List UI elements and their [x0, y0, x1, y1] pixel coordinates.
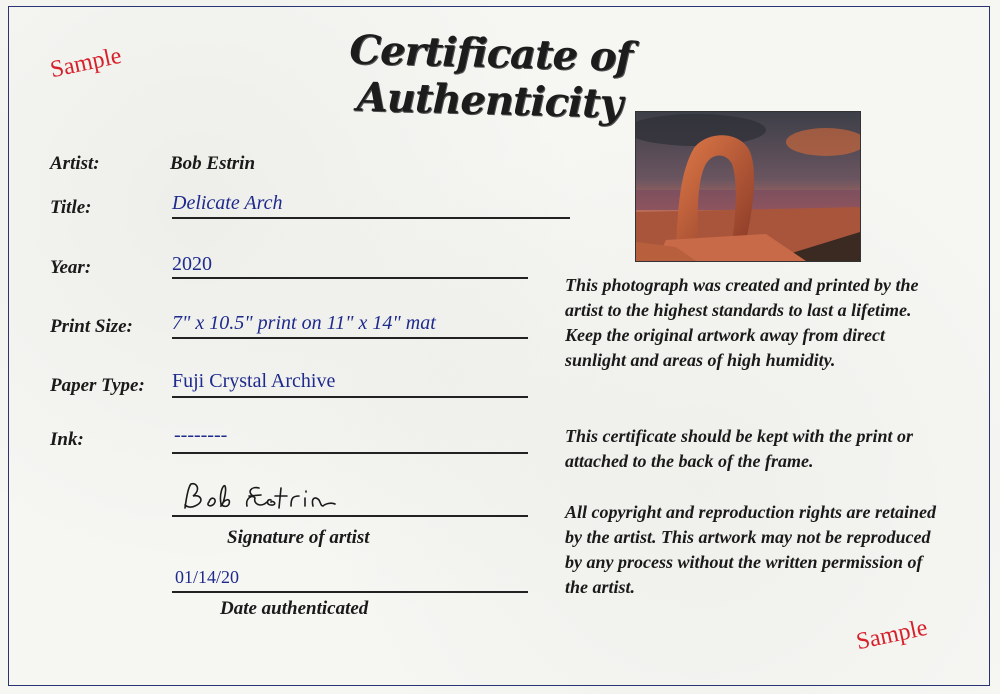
- artist-label: Artist:: [50, 153, 100, 174]
- year-line: [172, 277, 528, 279]
- year-label: Year:: [50, 257, 92, 278]
- delicate-arch-photo: [635, 111, 861, 262]
- date-value: 01/14/20: [175, 567, 240, 587]
- care-paragraph: This photograph was created and printed by the artist to the highest standards to last a lifetime. Keep the original artwork away from direct sunlight and areas of high humidity.: [565, 275, 919, 370]
- handwritten-signature: [175, 478, 375, 518]
- sample-watermark-top-left: Sample: [47, 42, 124, 84]
- keep-certificate-paragraph: This certificate should be kept with the print or attached to the back of the frame.: [565, 426, 914, 471]
- sample-watermark-bottom-right: Sample: [853, 614, 930, 656]
- print-size-line: [172, 337, 528, 339]
- signature-line: [172, 515, 528, 517]
- print-size-value: 7" x 10.5" print on 11" x 14" mat: [172, 312, 436, 334]
- title-line: [172, 217, 570, 219]
- title-value: Delicate Arch: [172, 192, 283, 214]
- certificate-title: Certificate of Authenticity: [348, 26, 633, 128]
- paper-type-label: Paper Type:: [50, 375, 145, 396]
- paper-type-line: [172, 396, 528, 398]
- artist-value: Bob Estrin: [170, 153, 256, 174]
- year-value: 2020: [172, 253, 212, 275]
- ink-line: [172, 452, 528, 454]
- ink-value: --------: [174, 424, 228, 446]
- date-caption: Date authenticated: [220, 598, 369, 619]
- ink-label: Ink:: [50, 429, 84, 450]
- date-line: [172, 591, 528, 593]
- title-label: Title:: [50, 197, 92, 218]
- copyright-paragraph: All copyright and reproduction rights are retained by the artist. This artwork may not be reproduced by any process without the written permission of the artist.: [565, 502, 937, 597]
- signature-caption: Signature of artist: [227, 527, 370, 548]
- paper-type-value: Fuji Crystal Archive: [172, 370, 336, 392]
- print-size-label: Print Size:: [50, 316, 133, 337]
